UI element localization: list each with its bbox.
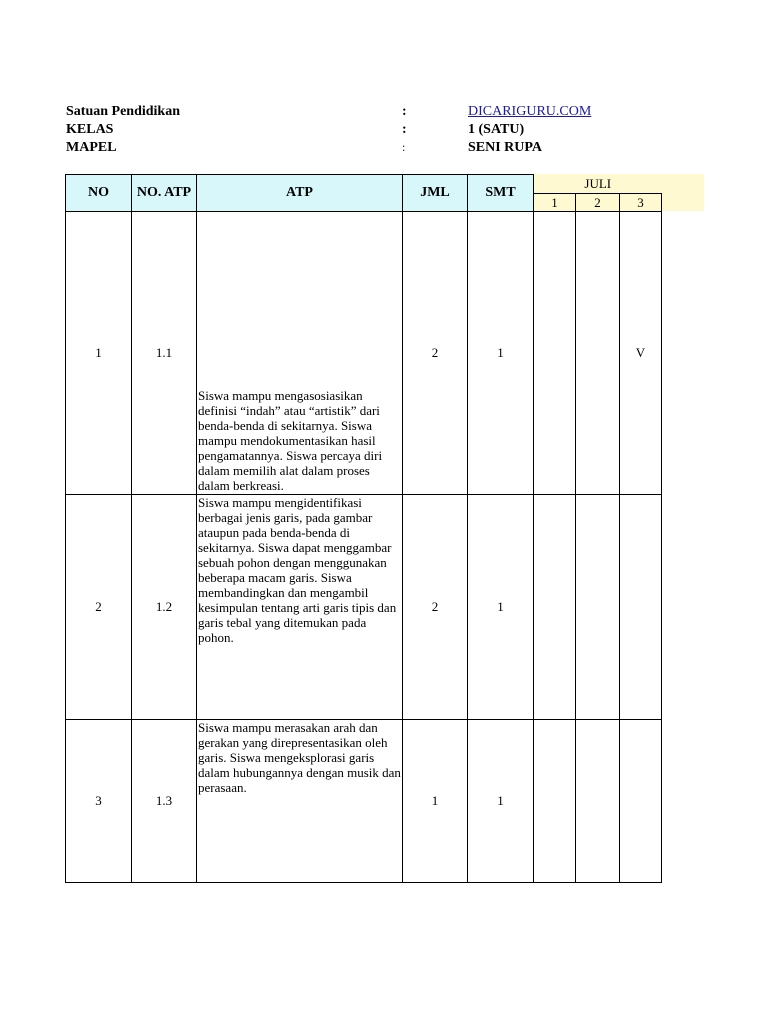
row-week-3: V — [620, 212, 662, 495]
row-smt: 1 — [468, 720, 534, 883]
row-smt: 1 — [468, 495, 534, 720]
row-week-2 — [576, 495, 620, 720]
row-week-3 — [620, 720, 662, 883]
school-link[interactable]: DICARIGURU.COM — [468, 104, 592, 119]
label-satuan-pendidikan: Satuan Pendidikan — [66, 104, 180, 119]
label-mapel: MAPEL — [66, 140, 117, 155]
column-header-jml: JML — [403, 175, 468, 212]
atp-text: Siswa mampu mengidentifikasi berbagai jenis garis, pada gambar ataupun pada benda-benda di sekitarnya. Siswa dapat menggambar sebuah pohon dengan menggunakan beberapa macam garis. Siswa membandingkan dan mengambil kesimpulan tentang arti garis tipis dan garis tebal yang ditemukan pada pohon. — [198, 495, 397, 645]
row-week-1 — [534, 212, 576, 495]
row-week-1 — [534, 495, 576, 720]
row-no-atp: 1.2 — [132, 495, 197, 720]
row-week-2 — [576, 720, 620, 883]
column-header-no: NO — [66, 175, 132, 212]
row-atp-description — [197, 212, 403, 495]
kelas-value: 1 (SATU) — [468, 122, 525, 137]
row-jml: 2 — [403, 212, 468, 495]
atp-text: Siswa mampu mengasosiasikan definisi “indah” atau “artistik” dari benda-benda di sekitarnya. Siswa mampu mendokumentasikan hasil pengamatannya. Siswa percaya diri dalam memilih alat dalam proses dalam berkreasi. — [198, 388, 383, 493]
column-header-no-atp: NO. ATP — [132, 175, 197, 212]
row-week-3 — [620, 495, 662, 720]
row-jml: 2 — [403, 495, 468, 720]
table-row — [66, 212, 662, 495]
atp-text: Siswa mampu merasakan arah dan gerakan yang direpresentasikan oleh garis. Siswa mengeksplorasi garis dalam hubungannya dengan musik dan perasaan. — [198, 720, 401, 795]
column-header-smt: SMT — [468, 175, 534, 212]
row-no: 3 — [66, 720, 132, 883]
row-no-atp: 1.3 — [132, 720, 197, 883]
row-no: 1 — [66, 212, 132, 495]
label-kelas: KELAS — [66, 122, 114, 137]
mapel-value: SENI RUPA — [468, 140, 543, 155]
colon-separator: : — [402, 140, 406, 154]
row-atp-description — [197, 495, 403, 720]
row-week-1 — [534, 720, 576, 883]
week-header-3: 3 — [620, 194, 662, 212]
row-smt: 1 — [468, 212, 534, 495]
row-no: 2 — [66, 495, 132, 720]
colon-separator: : — [402, 122, 407, 137]
row-atp-description — [197, 720, 403, 883]
month-header-juli: JULI — [534, 175, 662, 194]
row-no-atp: 1.1 — [132, 212, 197, 495]
row-week-2 — [576, 212, 620, 495]
column-header-atp: ATP — [197, 175, 403, 212]
table-row — [66, 495, 662, 720]
table-row — [66, 720, 662, 883]
week-header-1: 1 — [534, 194, 576, 212]
week-header-2: 2 — [576, 194, 620, 212]
row-jml: 1 — [403, 720, 468, 883]
colon-separator: : — [402, 104, 407, 119]
atp-table — [65, 174, 662, 883]
